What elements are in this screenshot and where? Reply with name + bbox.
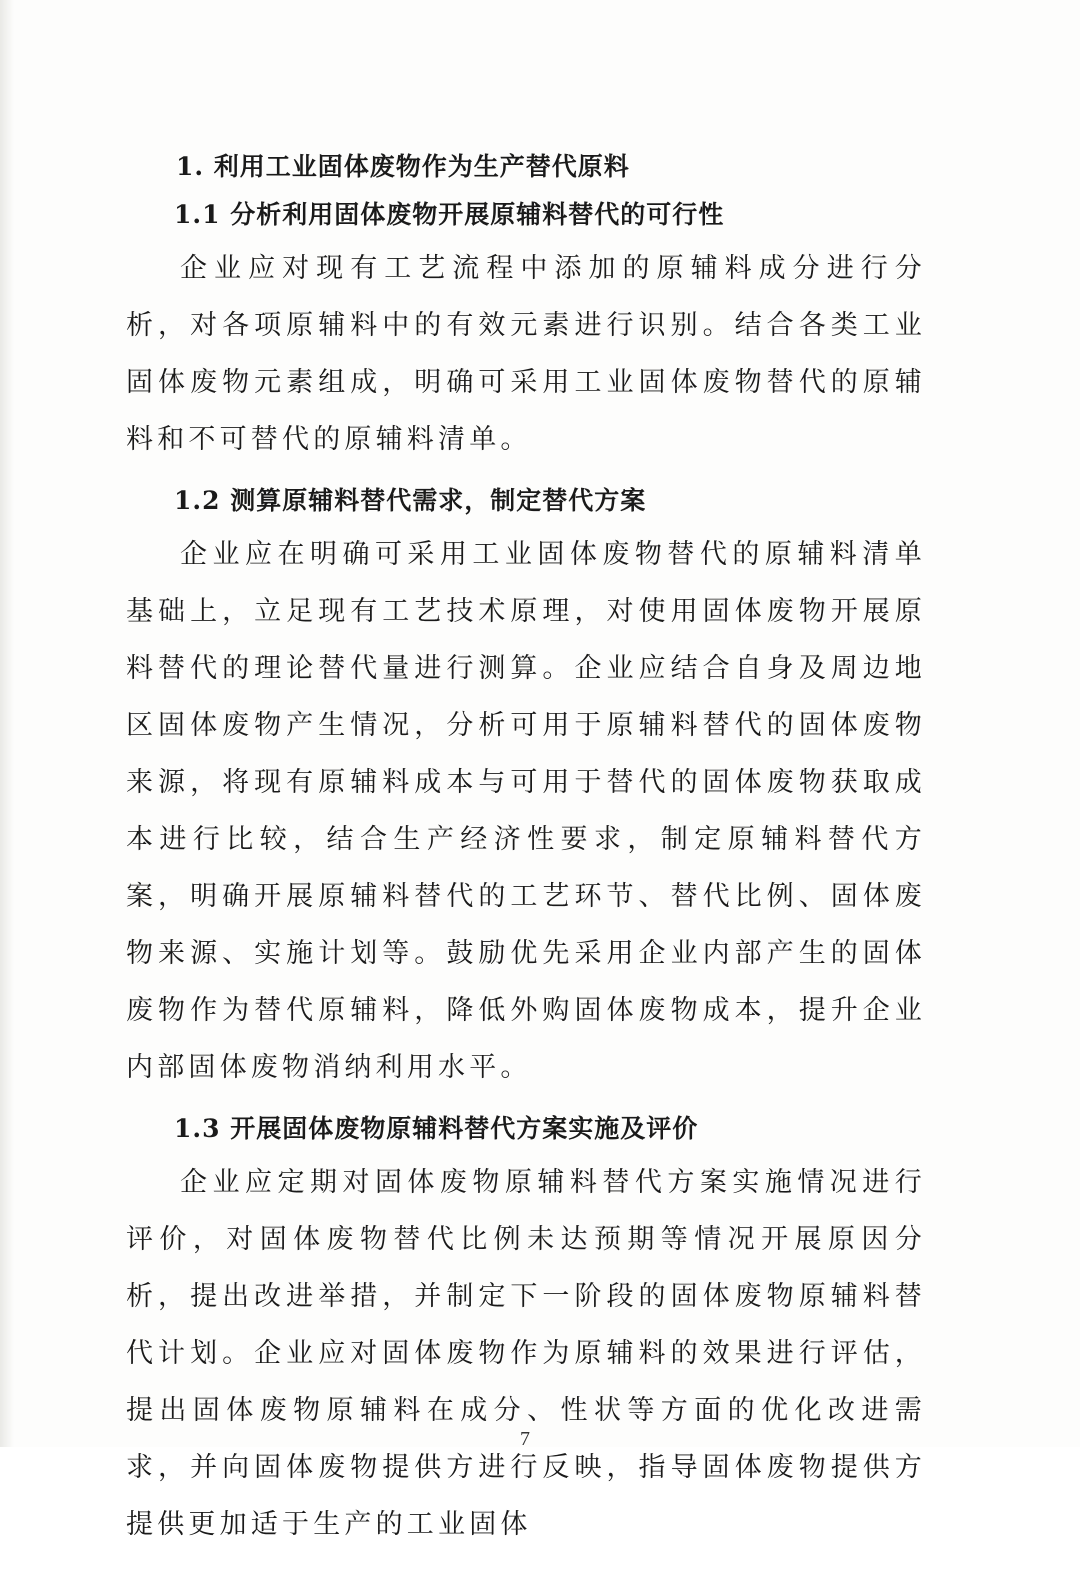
section-heading-1-1: 1.1 分析利用固体废物开展原辅料替代的可行性 <box>174 200 725 229</box>
scan-edge-shadow <box>0 0 14 1447</box>
section-heading-1-2: 1.2 测算原辅料替代需求，制定替代方案 <box>174 486 647 515</box>
section-body-1-1: 企业应对现有工艺流程中添加的原辅料成分进行分析，对各项原辅料中的有效元素进行识别。结合各类工业固体废物元素组成，明确可采用工业固体废物替代的原辅料和不可替代的原辅料清单。 <box>126 253 926 455</box>
section-body-1-3: 企业应定期对固体废物原辅料替代方案实施情况进行评价，对固体废物替代比例未达预期等情况开展原因分析，提出改进举措，并制定下一阶段的固体废物原辅料替代计划。企业应对固体废物作为原辅料的效果进行评估，提出固体废物原辅料在成分、性状等方面的优化改进需求，并向固体废物提供方进行反映，指导固体废物提供方提供更加适于生产的工业固体 <box>126 1167 926 1540</box>
main-heading: 1. 利用工业固体废物作为生产替代原料 <box>176 152 630 181</box>
section-heading-1-3: 1.3 开展固体废物原辅料替代方案实施及评价 <box>174 1114 699 1143</box>
page-number: 7 <box>520 1428 530 1450</box>
section-body-1-2: 企业应在明确可采用工业固体废物替代的原辅料清单基础上，立足现有工艺技术原理，对使用固体废物开展原料替代的理论替代量进行测算。企业应结合自身及周边地区固体废物产生情况，分析可用于原辅料替代的固体废物来源，将现有原辅料成本与可用于替代的固体废物获取成本进行比较，结合生产经济性要求，制定原辅料替代方案，明确开展原辅料替代的工艺环节、替代比例、固体废物来源、实施计划等。鼓励优先采用企业内部产生的固体废物作为替代原辅料，降低外购固体废物成本，提升企业内部固体废物消纳利用水平。 <box>126 539 926 1083</box>
document-content <box>126 150 926 1569</box>
